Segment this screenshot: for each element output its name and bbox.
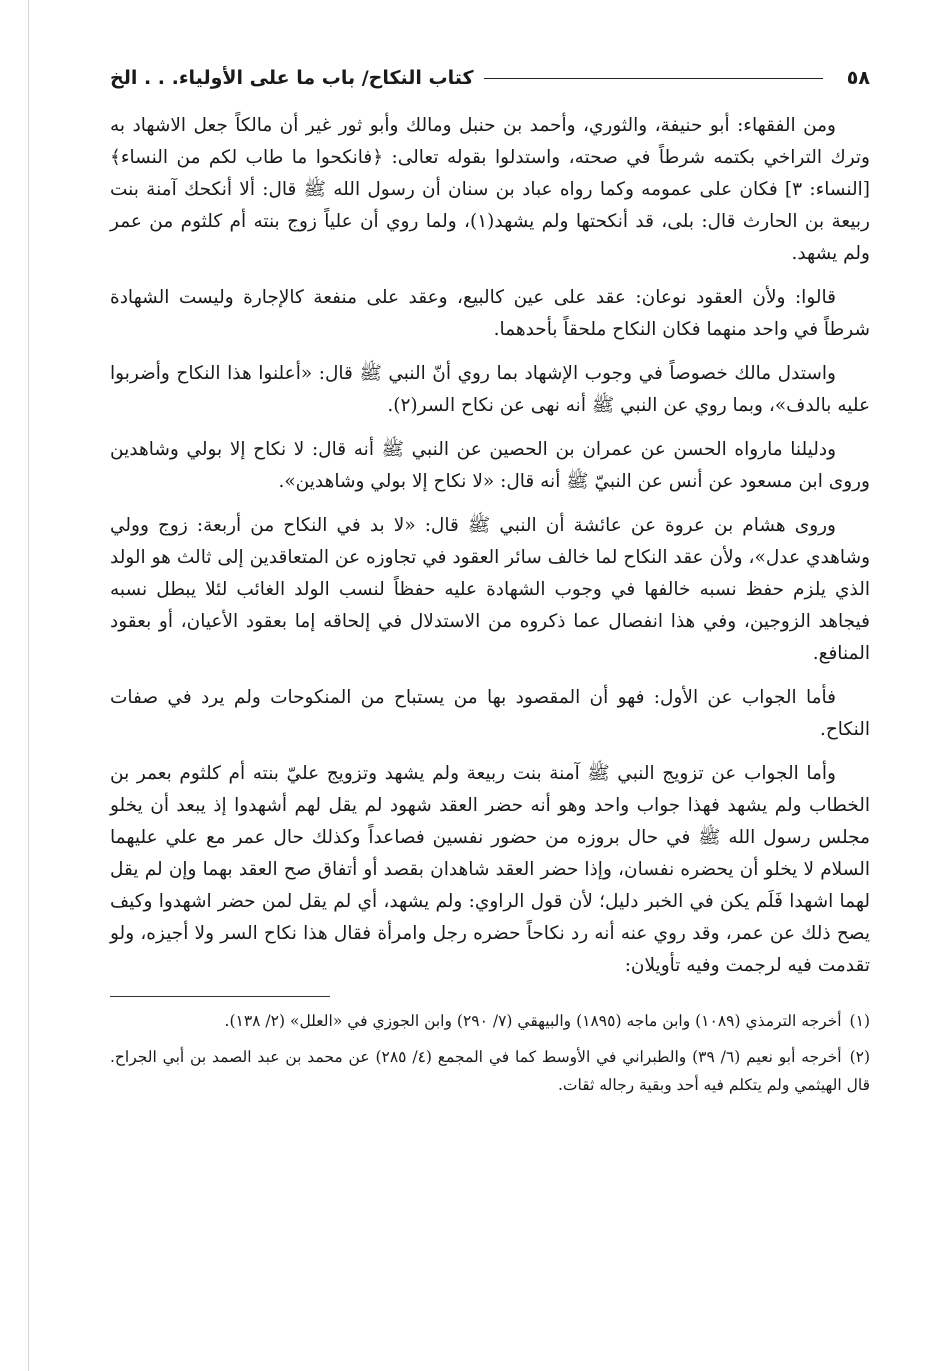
footnote xyxy=(110,1007,870,1035)
page-number: ٥٨ xyxy=(846,67,870,89)
paragraph: ودليلنا مارواه الحسن عن عمران بن الحصين عن النبي ﷺ أنه قال: لا نكاح إلا بولي وشاهدين وروى ابن مسعود عن أنس عن النبيّ ﷺ أنه قال: «لا نكاح إلا بولي وشاهدين». xyxy=(110,439,870,492)
main-text xyxy=(110,110,870,982)
paragraph: وأما الجواب عن تزويج النبي ﷺ آمنة بنت ربيعة ولم يشهد وتزويج عليّ بنته أم كلثوم بعمر بن الخطاب ولم يشهد فهذا جواب واحد وهو أنه حضر العقد شهود لم يقل لهم أشهدوا إذ يبعد أن يخلو مجلس رسول الله ﷺ في حال بروزه من حضور نفسين فصاعداً وكذلك حال عمر مع علي عليهما السلام لا يخلو أن يحضره نفسان، وإذا حضر العقد شاهدان بقصد أو أتفاق صح العقد بهما وإن لم يقل لهما اشهدا فَلَم يكن في الخبر دليل؛ لأن قول الراوي: ولم يشهد، أي لم يقل لمن حضر اشهدوا وكيف يصح ذلك عن عمر، وقد روي عنه أنه رد نكاحاً حضره رجل وامرأة فقال هذا نكاح السر ولا أجيزه، ولو تقدمت فيه لرجمت وفيه تأويلان: xyxy=(110,763,870,976)
paragraph: ومن الفقهاء: أبو حنيفة، والثوري، وأحمد بن حنبل ومالك وأبو ثور غير أن مالكاً جعل الاشهاد به وترك التراخي بكتمه شرطاً في صحته، واستدلوا بقوله تعالى: ﴿فانكحوا ما طاب لكم من النساء﴾ [النساء: ٣] فكان على عمومه وكما رواه عباد بن سنان أن رسول الله ﷺ قال: ألا أنكحك آمنة بنت ربيعة بن الحارث قال: بلى، قد أنكحتها ولم يشهد(١)، ولما روي أن علياً زوج بنته أم كلثوم من عمر ولم يشهد. xyxy=(110,115,871,264)
footnote-marker: (١) xyxy=(849,1012,870,1030)
paragraph: فأما الجواب عن الأول: فهو أن المقصود بها من يستباح من المنكوحات ولم يرد في صفات النكاح. xyxy=(110,687,870,740)
page-edge-line xyxy=(28,0,29,1371)
footnotes xyxy=(110,1007,870,1099)
footnote-marker: (٢) xyxy=(849,1048,871,1066)
running-title: كتاب النكاح/ باب ما على الأولياء. . . الخ xyxy=(110,67,474,89)
footnote-text: أخرجه الترمذي (١٠٨٩) وابن ماجه (١٨٩٥) والبيهقي (٧/ ٢٩٠) وابن الجوزي في «العلل» (٢/ ١٣٨). xyxy=(224,1012,842,1030)
footnote-divider xyxy=(110,996,330,997)
paragraph: واستدل مالك خصوصاً في وجوب الإشهاد بما روي أنّ النبي ﷺ قال: «أعلنوا هذا النكاح وأضربوا عليه بالدف»، وبما روي عن النبي ﷺ أنه نهى عن نكاح السر(٢). xyxy=(110,363,870,416)
page-header xyxy=(110,60,870,96)
book-page xyxy=(110,60,870,1340)
footnote xyxy=(110,1043,870,1099)
header-rule xyxy=(484,78,823,79)
footnote-text: أخرجه أبو نعيم (٦/ ٣٩) والطبراني في الأوسط كما في المجمع (٤/ ٢٨٥) عن محمد بن عبد الصمد بن أبي الجراح. قال الهيثمي ولم يتكلم فيه أحد وبقية رجاله ثقات. xyxy=(110,1048,870,1094)
paragraph: وروى هشام بن عروة عن عائشة أن النبي ﷺ قال: «لا بد في النكاح من أربعة: زوج وولي وشاهدي عدل»، ولأن عقد النكاح لما خالف سائر العقود في تجاوزه عن المتعاقدين إلى ثالث هو الولد الذي يلزم حفظ نسبه خالفها في وجوب الشهادة عليه حفظاً لنسب الولد الغائب لئلا يبطل نسبه فيجاهد الزوجين، وفي هذا انفصال عما ذكروه من الاستدلال في إلحاقه إما بعقود الأعيان، أو بعقود المنافع. xyxy=(110,515,871,664)
paragraph: قالوا: ولأن العقود نوعان: عقد على عين كالبيع، وعقد على منفعة كالإجارة وليست الشهادة شرطاً في واحد منهما فكان النكاح ملحقاً بأحدهما. xyxy=(110,287,870,340)
